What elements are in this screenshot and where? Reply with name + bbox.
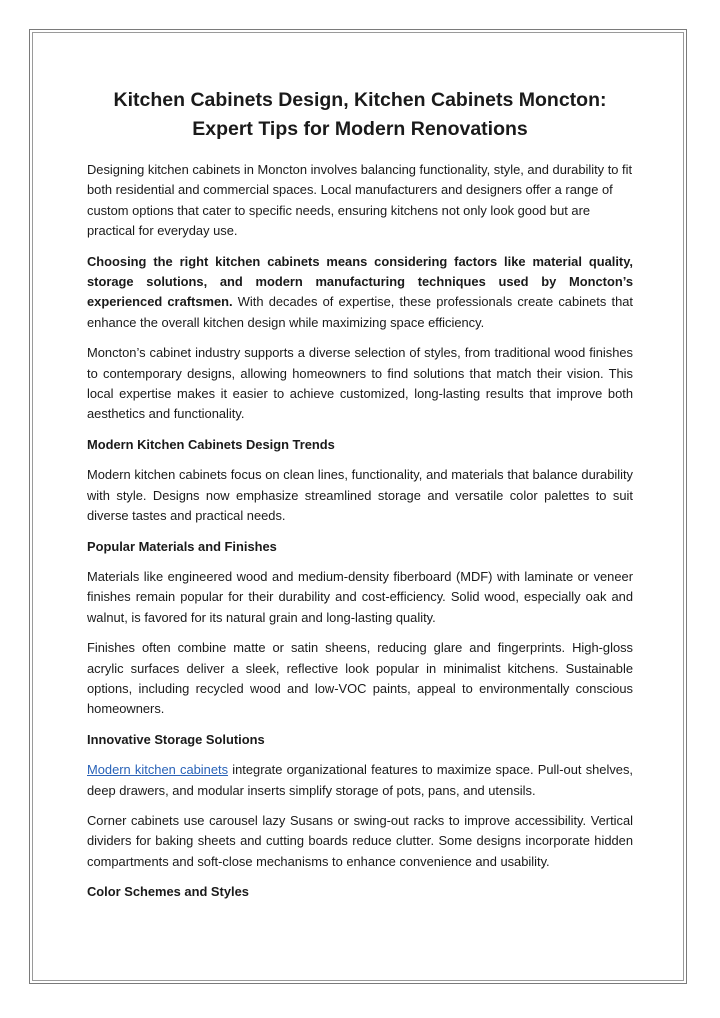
finishes-paragraph: Finishes often combine matte or satin sheens, reducing glare and fingerprints. High-gloss acrylic surfaces deliver a sleek, reflective look popular in minimalist kitchens. Sustainable options, including recycled wood and low-VOC paints, appeal to environmentally conscious homeowners. <box>87 640 633 717</box>
corner-paragraph: Corner cabinets use carousel lazy Susans or swing-out racks to improve accessibility. Vertical dividers for baking sheets and cutting boards reduce clutter. Some designs incorporate hidden compartments and soft-close mechanisms to enhance convenience and usability. <box>87 812 633 869</box>
intro-paragraph: Designing kitchen cabinets in Moncton involves balancing functionality, style, and durability to fit both residential and commercial spaces. Local manufacturers and designers offer a range of custom options that cater to specific needs, ensuring kitchens not only look good but are practical for everyday use. <box>87 162 633 239</box>
trends-paragraph: Modern kitchen cabinets focus on clean lines, functionality, and materials that balance durability with style. Designs now emphasize streamlined storage and versatile color palettes to suit diverse tastes and practical needs. <box>87 467 633 524</box>
industry-paragraph: Moncton’s cabinet industry supports a diverse selection of styles, from traditional wood finishes to contemporary designs, allowing homeowners to find solutions that match their vision. This local expertise makes it easier to achieve customized, long-lasting results that improve both aesthetics and functionality. <box>87 345 633 422</box>
choosing-paragraph <box>87 252 633 334</box>
modern-kitchen-cabinets-link[interactable]: Modern kitchen cabinets <box>87 762 229 778</box>
storage-heading: Innovative Storage Solutions <box>87 731 265 747</box>
choosing-bold-text: Choosing the right kitchen cabinets means considering factors like material quality, storage solutions, and modern manufacturing techniques used by Moncton’s experienced craftsmen. <box>87 253 633 310</box>
document-body <box>87 86 633 913</box>
storage-paragraph <box>87 760 633 801</box>
color-heading: Color Schemes and Styles <box>87 884 249 900</box>
document-title: Kitchen Cabinets Design, Kitchen Cabinets Moncton: Expert Tips for Modern Renovations <box>113 89 607 140</box>
trends-heading: Modern Kitchen Cabinets Design Trends <box>87 436 335 452</box>
choosing-rest-text: With decades of expertise, these professionals create cabinets that enhance the overall kitchen design while maximizing space efficiency. <box>87 294 633 330</box>
storage-rest-text: integrate organizational features to maximize space. Pull-out shelves, deep drawers, and modular inserts simplify storage of pots, pans, and utensils. <box>87 762 633 798</box>
materials-heading: Popular Materials and Finishes <box>87 538 277 554</box>
materials-paragraph: Materials like engineered wood and medium-density fiberboard (MDF) with laminate or veneer finishes remain popular for their durability and cost-efficiency. Solid wood, especially oak and walnut, is favored for its natural grain and long-lasting quality. <box>87 568 633 625</box>
